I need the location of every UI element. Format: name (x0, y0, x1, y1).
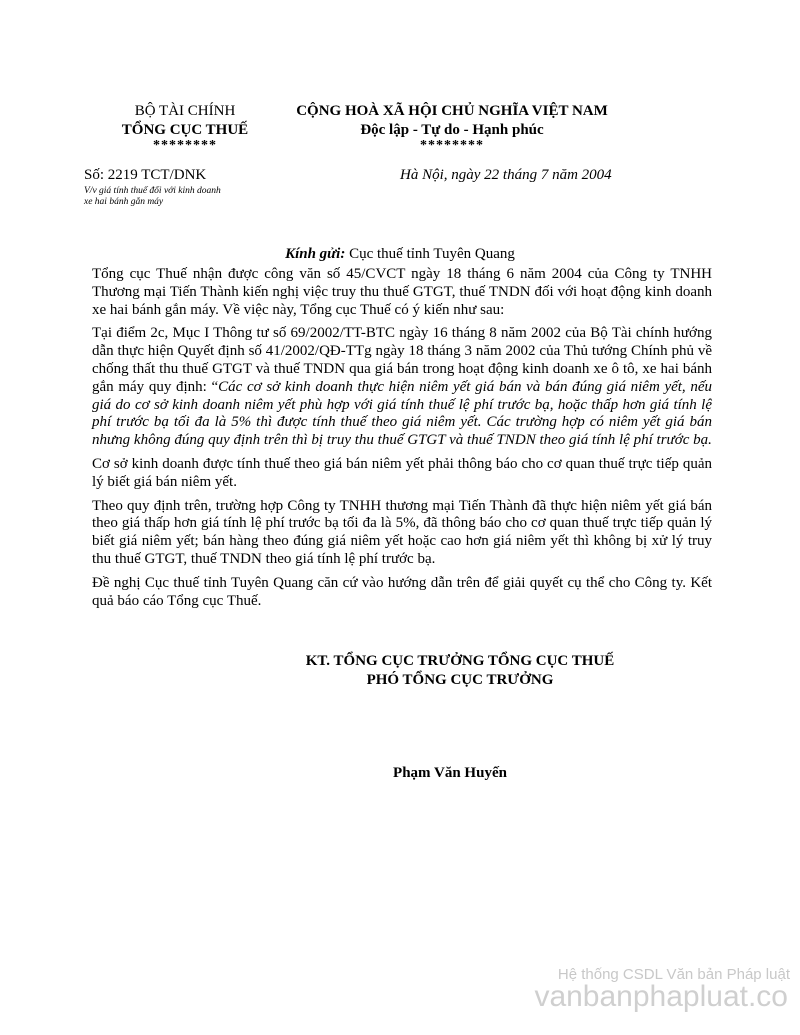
paragraph-3: Cơ sở kinh doanh được tính thuế theo giá bán niêm yết phải thông báo cho cơ quan thuế trực tiếp quản lý biết giá bán niêm yết. (92, 455, 712, 490)
recipient-name: Cục thuế tỉnh Tuyên Quang (345, 246, 515, 262)
place-and-date: Hà Nội, ngày 22 tháng 7 năm 2004 (400, 167, 612, 183)
header-right-stars: ******** (420, 138, 484, 153)
recipient-label: Kính gửi: (285, 246, 346, 262)
paragraph-4: Theo quy định trên, trường hợp Công ty TNHH thương mại Tiến Thành đã thực hiện niêm yết giá bán theo giá thấp hơn giá tính lệ phí trước bạ tối đa là 5%, đã thông báo cho cơ quan thuế trực tiếp quản lý biết giá niêm yết; bán hàng theo đúng giá niêm yết hoặc cao hơn giá niêm yết thì không bị xử lý truy thu thuế GTGT, thuế TNDN theo giá tính lệ phí trước bạ. (92, 497, 712, 567)
paragraph-5: Đề nghị Cục thuế tỉnh Tuyên Quang căn cứ vào hướng dẫn trên để giải quyết cụ thể cho Công ty. Kết quả báo cáo Tổng cục Thuế. (92, 574, 712, 609)
subject-line-1: V/v giá tính thuế đối với kinh doanh (84, 186, 221, 196)
issuer-header (90, 102, 280, 152)
paragraph-2-lead: Tại điểm 2c, Mục I Thông tư số 69/2002/TT-BTC ngày 16 tháng 8 năm 2002 của Bộ Tài chính hướng dẫn thực hiện Quyết định số 41/2002/QĐ-TTg ngày 18 tháng 3 năm 2002 của Thủ tướng Chính phủ về chống thất thu thuế GTGT và thuế TNDN qua giá bán trong hoạt động kinh doanh xe ô tô, xe hai bánh gắn máy quy định: “ (92, 325, 712, 395)
signature-title (280, 652, 640, 690)
department-name: TỔNG CỤC THUẾ (121, 122, 249, 138)
signature-title-line-1: KT. TỔNG CỤC TRƯỞNG TỔNG CỤC THUẾ (305, 653, 615, 669)
signature-title-line-2: PHÓ TỔNG CỤC TRƯỞNG (366, 672, 554, 688)
signer-name: Phạm Văn Huyến (393, 765, 507, 781)
country-name: CỘNG HOÀ XÃ HỘI CHỦ NGHĨA VIỆT NAM (296, 103, 608, 119)
document-number: Số: 2219 TCT/DNK (84, 167, 207, 183)
national-header (282, 102, 622, 152)
document-body (92, 266, 712, 616)
header-left-stars: ******** (153, 138, 217, 153)
watermark-line-2: vanbanphapluat.co (534, 980, 788, 1013)
subject-line-2: xe hai bánh gắn máy (84, 197, 164, 207)
recipient-line (0, 245, 800, 263)
document-subject (84, 186, 284, 208)
national-motto: Độc lập - Tự do - Hạnh phúc (360, 122, 544, 138)
ministry-name: BỘ TÀI CHÍNH (134, 103, 236, 119)
paragraph-1: Tổng cục Thuế nhận được công văn số 45/CVCT ngày 18 tháng 6 năm 2004 của Công ty TNHH Thương mại Tiến Thành kiến nghị việc truy thu thuế GTGT, thuế TNDN đối với hoạt động kinh doanh xe hai bánh gắn máy. Về việc này, Tổng cục Thuế có ý kiến như sau: (92, 266, 712, 318)
paragraph-2-quote: Các cơ sở kinh doanh thực hiện niêm yết giá bán và bán đúng giá niêm yết, nếu giá do cơ sở kinh doanh niêm yết phù hợp với giá tính thuế lệ phí trước bạ, hoặc thấp hơn giá tính lệ phí trước bạ tối đa là 5% thì được tính thuế theo giá niêm yết. Các trường hợp có niêm yết giá bán nhưng không đúng quy định trên thì bị truy thu thuế GTGT và thuế TNDN theo giá tính lệ phí trước bạ. (92, 378, 712, 449)
watermark-line-1: Hệ thống CSDL Văn bản Pháp luật (557, 966, 790, 983)
paragraph-2 (92, 325, 712, 450)
